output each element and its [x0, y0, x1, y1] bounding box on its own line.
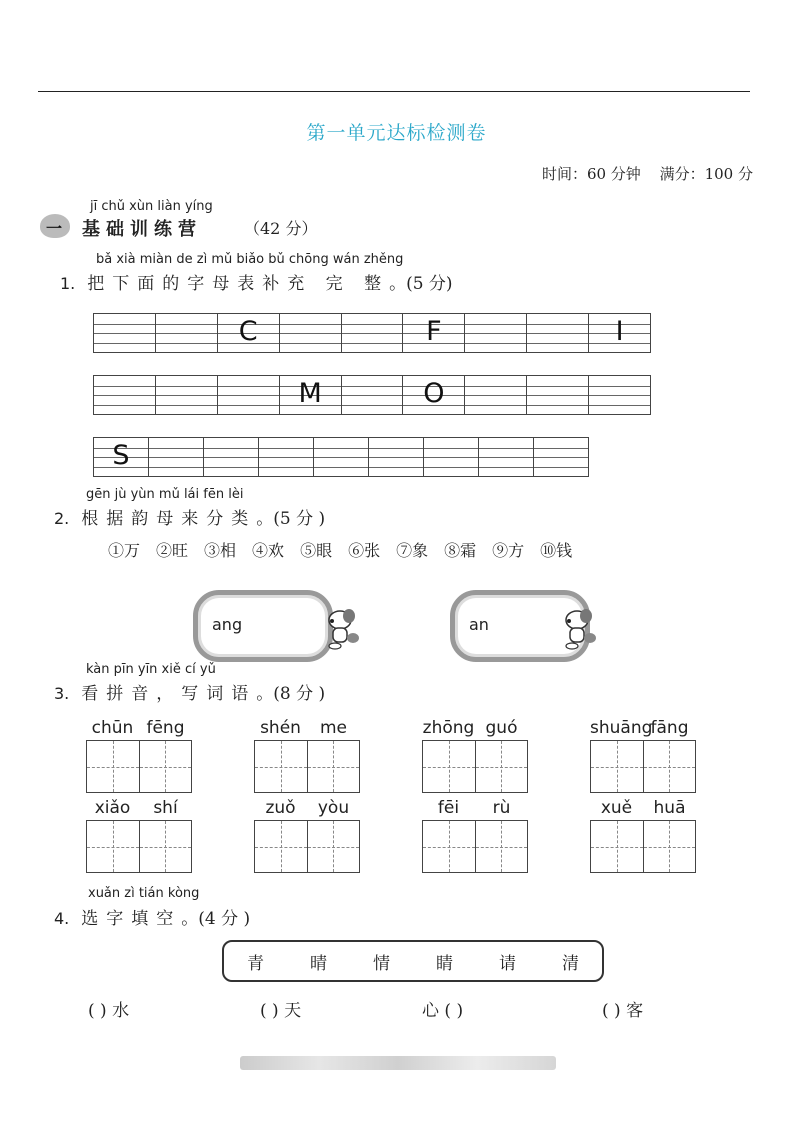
blank-1[interactable]: ( ) 水: [88, 1001, 130, 1021]
q4-number: 4.: [54, 909, 70, 928]
pinyin-syllable: xuě: [600, 798, 633, 818]
pinyin-syllable: rù: [492, 798, 511, 818]
writing-grid[interactable]: [254, 740, 360, 793]
writing-grid[interactable]: [86, 820, 192, 873]
letter-cell[interactable]: [218, 376, 280, 414]
guide-line: [465, 405, 526, 406]
pinyin-syllable: fēi: [437, 798, 460, 818]
pinyin-syllable: fāng: [650, 718, 689, 738]
q1-pinyin: bǎ xià miàn de zì mǔ biǎo bǔ chōng wán zhěng: [96, 252, 404, 267]
guide-line: [149, 448, 203, 449]
guide-line: [94, 324, 155, 325]
q4-pinyin: xuǎn zì tián kòng: [88, 886, 200, 901]
writing-cell[interactable]: [308, 741, 360, 792]
letter-cell[interactable]: [465, 376, 527, 414]
section-badge-number: 一: [46, 219, 63, 238]
q3-question: [54, 679, 325, 704]
guide-line: [369, 457, 423, 458]
letter-cell[interactable]: [280, 314, 342, 352]
dash-line: [617, 821, 618, 872]
writing-grid[interactable]: [86, 740, 192, 793]
option-char: ⑥张: [348, 541, 381, 560]
q3-text: 看拼音，写词语: [81, 684, 257, 704]
guide-line: [218, 405, 279, 406]
letter-cell[interactable]: [479, 438, 534, 476]
guide-line: [534, 448, 588, 449]
guide-line: [94, 333, 155, 334]
guide-line: [369, 467, 423, 468]
page-title: 第一单元达标检测卷: [306, 122, 487, 144]
letter-cell[interactable]: [314, 438, 369, 476]
option-char: ⑤眼: [300, 541, 333, 560]
letter-text: O: [423, 378, 445, 409]
guide-line: [94, 405, 155, 406]
letter-cell[interactable]: [403, 314, 465, 352]
writing-cell[interactable]: [87, 821, 140, 872]
guide-line: [149, 467, 203, 468]
dash-line: [617, 741, 618, 792]
guide-line: [259, 467, 313, 468]
guide-line: [280, 343, 341, 344]
dash-line: [333, 821, 334, 872]
guide-line: [534, 467, 588, 468]
writing-cell[interactable]: [591, 741, 644, 792]
q2-question: [54, 504, 325, 529]
guide-line: [156, 343, 217, 344]
blurred-footer: [240, 1056, 556, 1070]
q4-text: 选字填空: [81, 909, 182, 929]
letter-cell[interactable]: [94, 376, 156, 414]
letter-cell[interactable]: [369, 438, 424, 476]
pinyin-syllable: shén: [260, 718, 301, 738]
writing-cell[interactable]: [255, 821, 308, 872]
guide-line: [94, 343, 155, 344]
letter-text: S: [112, 440, 130, 471]
letter-cell[interactable]: [527, 376, 589, 414]
writing-grid[interactable]: [422, 820, 528, 873]
letter-row-2: [93, 375, 651, 415]
guide-line: [424, 448, 478, 449]
dash-line: [333, 741, 334, 792]
writing-cell[interactable]: [423, 821, 476, 872]
pinyin-syllable: huā: [653, 798, 686, 818]
guide-line: [204, 457, 258, 458]
q2-score: 。(5 分 ): [256, 509, 326, 529]
writing-cell[interactable]: [644, 821, 696, 872]
letter-cell[interactable]: [280, 376, 342, 414]
letter-text: M: [298, 378, 322, 409]
letter-row-1: [93, 313, 651, 353]
pinyin-syllable: zuǒ: [265, 798, 296, 818]
guide-line: [94, 395, 155, 396]
guide-line: [527, 405, 588, 406]
guide-line: [342, 386, 403, 387]
q2-text: 根据韵母来分类: [81, 509, 257, 529]
letter-cell[interactable]: [94, 438, 149, 476]
writing-cell[interactable]: [140, 821, 192, 872]
blank-2[interactable]: ( ) 天: [260, 1001, 302, 1021]
letter-row-3: [93, 437, 589, 477]
pinyin-syllable: chūn: [91, 718, 134, 738]
guide-line: [479, 448, 533, 449]
guide-line: [156, 333, 217, 334]
writing-cell[interactable]: [423, 741, 476, 792]
pinyin-syllable: shí: [153, 798, 178, 818]
guide-line: [342, 333, 403, 334]
guide-line: [342, 405, 403, 406]
guide-line: [465, 395, 526, 396]
guide-line: [342, 395, 403, 396]
guide-line: [479, 467, 533, 468]
pinyin-syllable: me: [319, 718, 348, 738]
guide-line: [369, 448, 423, 449]
letter-cell[interactable]: [94, 314, 156, 352]
guide-line: [259, 448, 313, 449]
letter-cell[interactable]: [589, 314, 650, 352]
q4-score: 。(4 分 ): [181, 909, 251, 929]
guide-line: [156, 405, 217, 406]
dash-line: [669, 821, 670, 872]
full-score: 满分：100 分: [659, 165, 753, 183]
guide-line: [527, 324, 588, 325]
letter-text: F: [426, 316, 442, 347]
q2-number: 2.: [54, 509, 70, 528]
dash-line: [449, 741, 450, 792]
guide-line: [465, 343, 526, 344]
exam-meta: [528, 163, 753, 184]
pinyin-syllable: yòu: [317, 798, 350, 818]
guide-line: [204, 467, 258, 468]
option-char: ③相: [204, 541, 237, 560]
dog-mascot-icon: [323, 606, 361, 652]
guide-line: [156, 395, 217, 396]
pinyin-syllable: guó: [485, 718, 518, 738]
q3-number: 3.: [54, 684, 70, 703]
guide-line: [589, 386, 650, 387]
blank-4[interactable]: ( ) 客: [602, 1001, 644, 1021]
guide-line: [465, 333, 526, 334]
letter-cell[interactable]: [589, 376, 650, 414]
top-rule: [38, 91, 750, 92]
letter-cell[interactable]: [218, 314, 280, 352]
q1-number: 1.: [60, 274, 76, 293]
guide-line: [149, 457, 203, 458]
letter-cell[interactable]: [424, 438, 479, 476]
q3-pinyin: kàn pīn yīn xiě cí yǔ: [86, 662, 216, 677]
guide-line: [218, 395, 279, 396]
guide-line: [424, 467, 478, 468]
q2-options: [108, 538, 588, 561]
writing-cell[interactable]: [255, 741, 308, 792]
section-badge: [40, 214, 70, 238]
ang-label: ang: [212, 615, 243, 634]
option-char: ⑦象: [396, 541, 429, 560]
letter-cell[interactable]: [204, 438, 259, 476]
guide-line: [465, 324, 526, 325]
guide-line: [156, 324, 217, 325]
writing-cell[interactable]: [591, 821, 644, 872]
choice-char: 情: [373, 953, 390, 974]
letter-cell[interactable]: [465, 314, 527, 352]
blank-3[interactable]: 心 ( ): [422, 1001, 464, 1021]
guide-line: [218, 386, 279, 387]
dash-line: [165, 821, 166, 872]
guide-line: [259, 457, 313, 458]
letter-text: I: [615, 316, 624, 347]
writing-grid[interactable]: [590, 820, 696, 873]
choice-char: 请: [499, 953, 516, 974]
q1-score: 。(5 分): [389, 274, 453, 294]
q2-pinyin: gēn jù yùn mǔ lái fēn lèi: [86, 487, 244, 502]
writing-cell[interactable]: [476, 741, 528, 792]
guide-line: [314, 457, 368, 458]
guide-line: [94, 386, 155, 387]
dash-line: [113, 821, 114, 872]
guide-line: [342, 343, 403, 344]
q1-text: 把下面的字母表补充 完 整: [87, 274, 390, 294]
guide-line: [424, 457, 478, 458]
guide-line: [527, 395, 588, 396]
choice-char: 睛: [436, 953, 453, 974]
letter-text: C: [238, 316, 258, 347]
char-choice-box: [222, 940, 604, 982]
letter-cell[interactable]: [342, 376, 404, 414]
letter-cell[interactable]: [342, 314, 404, 352]
pinyin-syllable: shuāng: [590, 718, 653, 738]
option-char: ①万: [108, 541, 141, 560]
guide-line: [527, 343, 588, 344]
guide-line: [314, 448, 368, 449]
q4-question: [54, 904, 250, 929]
ang-box: [193, 590, 333, 662]
dash-line: [501, 741, 502, 792]
section-pinyin: jī chǔ xùn liàn yíng: [90, 199, 213, 214]
letter-cell[interactable]: [156, 314, 218, 352]
guide-line: [280, 324, 341, 325]
dash-line: [669, 741, 670, 792]
an-label: an: [469, 615, 489, 634]
writing-grid[interactable]: [590, 740, 696, 793]
dog-mascot-icon: [560, 606, 598, 652]
time-limit: 时间：60 分钟: [541, 165, 641, 183]
option-char: ⑨方: [492, 541, 525, 560]
letter-cell[interactable]: [534, 438, 588, 476]
option-char: ⑩钱: [540, 541, 573, 560]
dash-line: [165, 741, 166, 792]
guide-line: [342, 324, 403, 325]
option-char: ⑧霜: [444, 541, 477, 560]
dash-line: [281, 741, 282, 792]
guide-line: [204, 448, 258, 449]
guide-line: [527, 333, 588, 334]
dash-line: [501, 821, 502, 872]
letter-cell[interactable]: [259, 438, 314, 476]
writing-grid[interactable]: [254, 820, 360, 873]
pinyin-syllable: zhōng: [422, 718, 475, 738]
writing-cell[interactable]: [644, 741, 696, 792]
choice-char: 青: [247, 953, 264, 974]
writing-cell[interactable]: [476, 821, 528, 872]
guide-line: [589, 405, 650, 406]
dash-line: [281, 821, 282, 872]
guide-line: [465, 386, 526, 387]
letter-cell[interactable]: [403, 376, 465, 414]
section-score: （42 分）: [244, 219, 318, 238]
writing-cell[interactable]: [140, 741, 192, 792]
guide-line: [280, 333, 341, 334]
letter-cell[interactable]: [527, 314, 589, 352]
choice-char: 清: [562, 953, 579, 974]
pinyin-syllable: fēng: [146, 718, 185, 738]
guide-line: [527, 386, 588, 387]
guide-line: [479, 457, 533, 458]
writing-grid[interactable]: [422, 740, 528, 793]
letter-cell[interactable]: [156, 376, 218, 414]
q1-question: [60, 269, 453, 294]
guide-line: [534, 457, 588, 458]
choice-char: 晴: [310, 953, 327, 974]
pinyin-syllable: xiǎo: [94, 798, 131, 818]
guide-line: [156, 386, 217, 387]
section-title: 基础训练营: [82, 219, 202, 240]
dash-line: [449, 821, 450, 872]
option-char: ②旺: [156, 541, 189, 560]
dash-line: [113, 741, 114, 792]
writing-cell[interactable]: [308, 821, 360, 872]
q3-score: 。(8 分 ): [256, 684, 326, 704]
guide-line: [589, 395, 650, 396]
option-char: ④欢: [252, 541, 285, 560]
letter-cell[interactable]: [149, 438, 204, 476]
writing-cell[interactable]: [87, 741, 140, 792]
guide-line: [314, 467, 368, 468]
